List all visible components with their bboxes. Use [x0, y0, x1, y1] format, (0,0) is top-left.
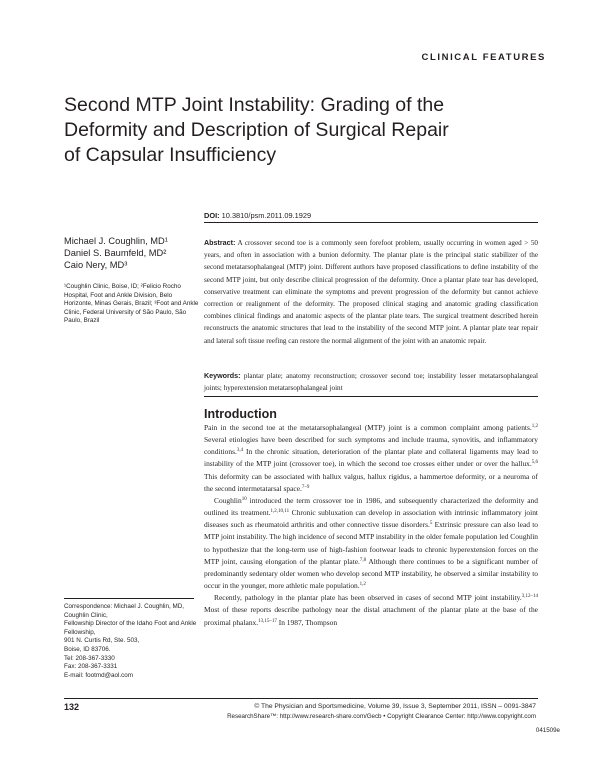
author-1: Michael J. Coughlin, MD¹ [64, 236, 168, 246]
citation: 7–9 [301, 484, 310, 490]
footer-rule [64, 698, 538, 699]
correspondence-rule [64, 598, 194, 599]
citation: 1,2 [531, 424, 538, 429]
title-line-3: of Capsular Insufficiency [64, 144, 277, 166]
article-title [64, 93, 544, 168]
paragraph-2: Coughlin$^{10}$ introduced the term crossover toe in 1986, and subsequently characterized the deformity and outlined its treatment.$^{1,2,10,11}$ Chronic subluxation can develop in association with intrinsic inflammatory joint diseases such as rheumatoid arthritis and other connective tissue disorders.$^5$ Extrinsic pressure can also lead to MTP joint instability. The high incidence of second MTP instability in the older female population led Coughlin to hypothesize that the long-term use of high-fashion footwear leads to chronic hyperextension forces on the MTP joint, causing elongation of the plantar plate.$^{7,8}$ Although there continues to be a significant number of predominantly sedentary older women who develop second MTP instability, he observed a similar instability to occur in the younger, more athletic male population.$^{1,2}$ [204, 495, 539, 591]
title-line-2: Deformity and Description of Surgical Repair [64, 119, 449, 141]
citation: 13,15–17 [258, 618, 277, 624]
section-label: CLINICAL FEATURES [421, 52, 546, 63]
correspondence: Correspondence: Michael J. Coughlin, MD, Coughlin Clinic, Fellowship Director of the Idaho Foot and Ankle Fellowship, 901 N. Curtis Rd, Ste. 503, Boise, ID 83706. Tel: 208-367-3330 Fax: 208-367-3331 E-mail: footmd@aol.com [64, 603, 200, 680]
keywords [204, 370, 538, 394]
citation: 7,8 [359, 557, 367, 563]
citation: 3,4 [236, 448, 244, 454]
abstract-rule [204, 396, 538, 397]
doi-label: DOI: [204, 211, 220, 220]
citation: 5 [429, 521, 433, 527]
abstract-label: Abstract: [204, 239, 236, 247]
doi-rule [204, 222, 538, 223]
citation: 10 [241, 496, 247, 502]
paragraph-1: Pain in the second toe at the metatarsophalangeal (MTP) joint is a common complaint among patients.$^{1,2}$ Several etiologies have been described for such symptoms and include trauma, synovitis, and inflammatory conditions.$^{3,4}$ In the chronic situation, deterioration of the plantar plate and collateral ligaments may lead to instability of the MTP joint (crossover toe), in which the second toe crosses either under or over the hallux.$^{5,6}$ This deformity can be associated with hallux valgus, hallux rigidus, a hammertoe deformity, or a neuroma of the second intermetatarsal space.$^{7-9}$ [204, 423, 538, 493]
keywords-label: Keywords: [204, 372, 241, 380]
correspondence-email[interactable]: E-mail: footmd@aol.com [64, 671, 134, 679]
abstract-text: A crossover second toe is a commonly seen forefoot problem, usually occurring in women aged > 50 years, and often in association with a bunion deformity. The plantar plate is the principal static stabilizer of the second metatarsophalangeal (MTP) joint. Different authors have proposed classifications to define instability of the second MTP joint, but only describe clinical progression of the deformity. Once a plantar plate tear has developed, conservative treatment can eliminate the symptoms and prevent progression of the deformity but cannot achieve correction or realignment of the deformity. The proposed clinical staging and anatomic grading classification combines clinical findings and anatomic aspects of the plantar plate tears. The surgical treatment described herein reconstructs the anatomic structures that lead to the instability of the second MTP joint. A plantar plate tear repair and lateral soft tissue reefing can restore the normal alignment of the joint with an anatomic repair. [204, 239, 538, 345]
footer-citation: © The Physician and Sportsmedicine, Volume 39, Issue 3, September 2011, ISSN – 0091-3847 [254, 703, 536, 710]
footer-code: 041509e [535, 727, 560, 734]
paragraph-3: Recently, pathology in the plantar plate has been observed in cases of second MTP joint instability.$^{3,12-14}$ Most of these reports describe pathology near the distal attachment of the plantar plate at the base of the proximal phalanx.$^{13,15-17}$ In 1987, Thompson [204, 593, 538, 627]
citation: 1,2,10,11 [270, 509, 290, 515]
footer-links[interactable]: ResearchShare™: http://www.research-share.com/Gecb • Copyright Clearance Center: http://www.copyright.com [227, 713, 536, 720]
doi-value: 10.3810/psm.2011.09.1929 [221, 211, 312, 220]
abstract [204, 237, 538, 347]
author-2: Daniel S. Baumfeld, MD² [64, 248, 167, 258]
citation: 3,12–14 [521, 594, 538, 600]
keywords-text: plantar plate; anatomy reconstruction; crossover second toe; instability lesser metatarsophalangeal joints; hyperextension metatarsophalangeal joint [204, 372, 538, 393]
citation: 1,2 [359, 582, 366, 588]
citation: 5,6 [531, 460, 538, 466]
title-line-1: Second MTP Joint Instability: Grading of the [64, 94, 445, 116]
affiliations: ¹Coughlin Clinic, Boise, ID; ²Felicio Rocho Hospital, Foot and Ankle Division, Belo Horizonte, Minas Gerais, Brazil; ³Foot and Ankle Clinic, Federal University of São Paulo, São Paulo, Brazil [64, 283, 199, 325]
introduction-heading: Introduction [204, 407, 277, 421]
page-number: 132 [64, 702, 80, 712]
author-list [64, 235, 168, 271]
doi[interactable] [204, 211, 311, 220]
author-3: Caio Nery, MD³ [64, 260, 128, 270]
introduction-body [204, 422, 538, 629]
